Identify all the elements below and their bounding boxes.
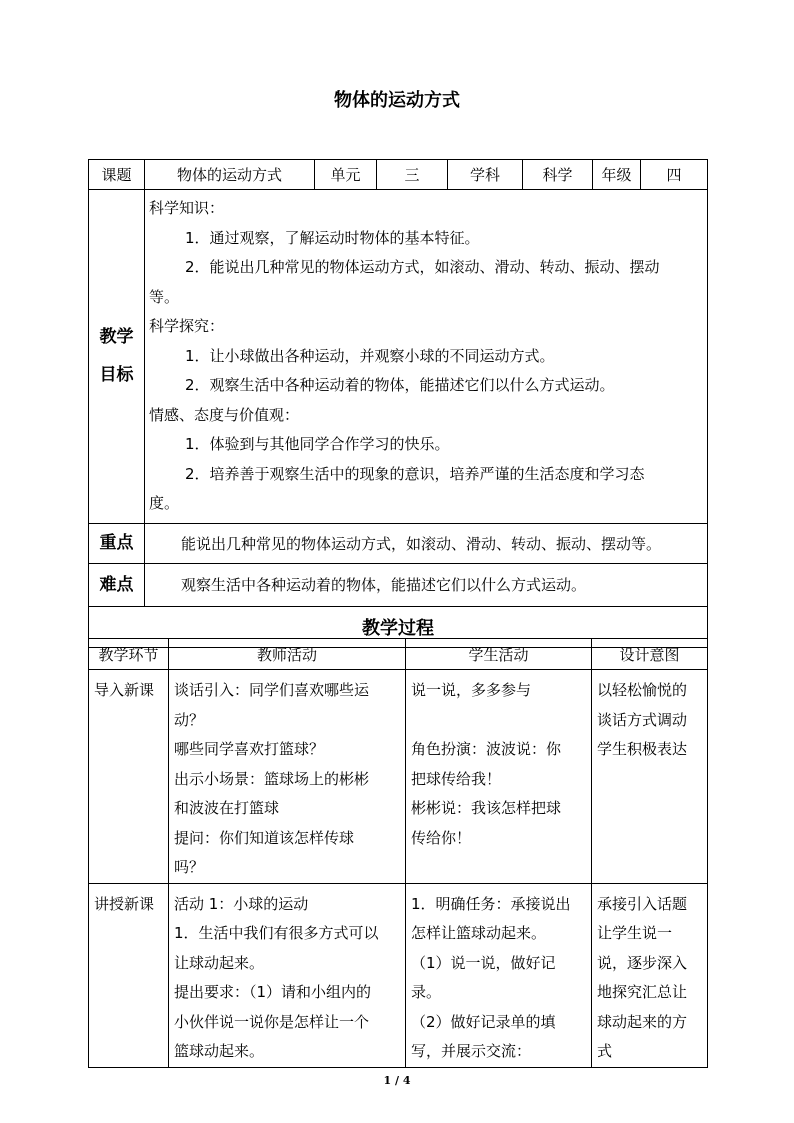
stage-intro: 导入新课 (89, 670, 169, 884)
inquiry-heading: 科学探究： (149, 317, 225, 335)
teacher-activity-intro (169, 670, 406, 884)
text-line: 篮球动起来。 (174, 1042, 265, 1060)
objectives-label-line1: 教学 (99, 327, 134, 348)
grade-label: 年级 (593, 160, 641, 190)
objectives-label-line2: 目标 (99, 365, 134, 386)
text-line: 说，逐步深入 (597, 953, 688, 972)
attitude-item-2-cont: 度。 (149, 494, 180, 512)
text-line: 哪些同学喜欢打篮球？ (174, 740, 325, 758)
topic-value: 物体的运动方式 (145, 160, 315, 190)
header-student: 学生活动 (406, 639, 592, 670)
text-line: 活动 1：小球的运动 (174, 894, 309, 913)
text-line: 动？ (174, 710, 205, 729)
key-point-row (89, 523, 708, 563)
text-line: 吗？ (174, 858, 205, 876)
unit-label: 单元 (315, 160, 377, 190)
header-teacher: 教师活动 (169, 639, 406, 670)
text-line: 出示小场景：篮球场上的彬彬 (174, 769, 370, 788)
intent-intro (592, 670, 708, 884)
text-line: 1．明确任务：承接说出 (411, 894, 571, 913)
teacher-activity-new (169, 883, 406, 1067)
unit-value: 三 (377, 160, 448, 190)
text-line: 角色扮演：波波说：你 (411, 740, 562, 758)
text-line: 让球动起来。 (174, 953, 265, 972)
inquiry-item-1: 1．让小球做出各种运动，并观察小球的不同运动方式。 (185, 346, 555, 365)
knowledge-item-2-cont: 等。 (149, 287, 180, 306)
stage-new: 讲授新课 (89, 883, 169, 1067)
difficulty-label: 难点 (89, 563, 145, 606)
process-row-new (89, 883, 708, 1067)
topic-label: 课题 (89, 160, 145, 190)
key-point-label: 重点 (89, 523, 145, 563)
student-activity-intro (406, 670, 592, 884)
process-table (88, 638, 708, 1068)
text-line: 小伙伴说一说你是怎样让一个 (174, 1012, 370, 1031)
text-line: 写，并展示交流： (411, 1042, 532, 1060)
page-number: 1 / 4 (383, 1074, 411, 1087)
knowledge-item-2: 2．能说出几种常见的物体运动方式，如滚动、滑动、转动、振动、摆动 (185, 258, 660, 276)
text-line: 谈话引入：同学们喜欢哪些运 (174, 681, 370, 699)
attitude-item-2: 2．培养善于观察生活中的现象的意识，培养严谨的生活态度和学习态 (185, 464, 645, 483)
student-activity-new (406, 883, 592, 1067)
grade-value: 四 (641, 160, 708, 190)
knowledge-item-1: 1．通过观察，了解运动时物体的基本特征。 (185, 228, 480, 247)
intent-new (592, 883, 708, 1067)
key-point-text: 能说出几种常见的物体运动方式，如滚动、滑动、转动、振动、摆动等。 (145, 523, 708, 563)
process-header-row (89, 639, 708, 670)
text-line: 传给你！ (411, 828, 472, 847)
text-line: 式 (597, 1042, 613, 1060)
text-line: 学生积极表达 (597, 740, 688, 758)
text-line: 录。 (411, 983, 442, 1001)
text-line: 和波波在打篮球 (174, 799, 280, 817)
objectives-label (89, 190, 145, 524)
difficulty-row (89, 563, 708, 606)
text-line: 提问：你们知道该怎样传球 (174, 828, 355, 847)
spacer (411, 706, 586, 736)
objectives-row (89, 190, 708, 524)
text-line: 彬彬说：我该怎样把球 (411, 799, 562, 817)
info-row (89, 160, 708, 190)
text-line: 以轻松愉悦的 (597, 681, 688, 699)
text-line: 谈话方式调动 (597, 710, 688, 729)
text-line: （1）说一说，做好记 (411, 953, 556, 972)
text-line: 让学生说一 (597, 924, 673, 942)
text-line: 怎样让篮球动起来。 (411, 924, 547, 942)
lesson-info-table (88, 159, 708, 648)
objectives-content (145, 190, 708, 524)
attitude-item-1: 1．体验到与其他同学合作学习的快乐。 (185, 435, 450, 453)
header-intent: 设计意图 (592, 639, 708, 670)
process-title: 教学过程 (89, 606, 708, 647)
knowledge-heading: 科学知识： (149, 199, 225, 217)
text-line: 说一说，多多参与 (411, 681, 532, 699)
text-line: 承接引入话题 (597, 894, 688, 913)
inquiry-item-2: 2．观察生活中各种运动着的物体，能描述它们以什么方式运动。 (185, 376, 615, 394)
subject-label: 学科 (448, 160, 523, 190)
attitude-heading: 情感、态度与价值观： (149, 405, 300, 424)
subject-value: 科学 (523, 160, 593, 190)
text-line: 球动起来的方 (597, 1012, 688, 1031)
document-title: 物体的运动方式 (334, 90, 460, 111)
text-line: 1．生活中我们有很多方式可以 (174, 924, 379, 942)
process-row-intro (89, 670, 708, 884)
text-line: 地探究汇总让 (597, 983, 688, 1001)
text-line: 把球传给我！ (411, 769, 502, 788)
text-line: 提出要求：（1）请和小组内的 (174, 983, 372, 1001)
difficulty-text: 观察生活中各种运动着的物体，能描述它们以什么方式运动。 (145, 563, 708, 606)
header-stage: 教学环节 (89, 639, 169, 670)
text-line: （2）做好记录单的填 (411, 1012, 556, 1031)
